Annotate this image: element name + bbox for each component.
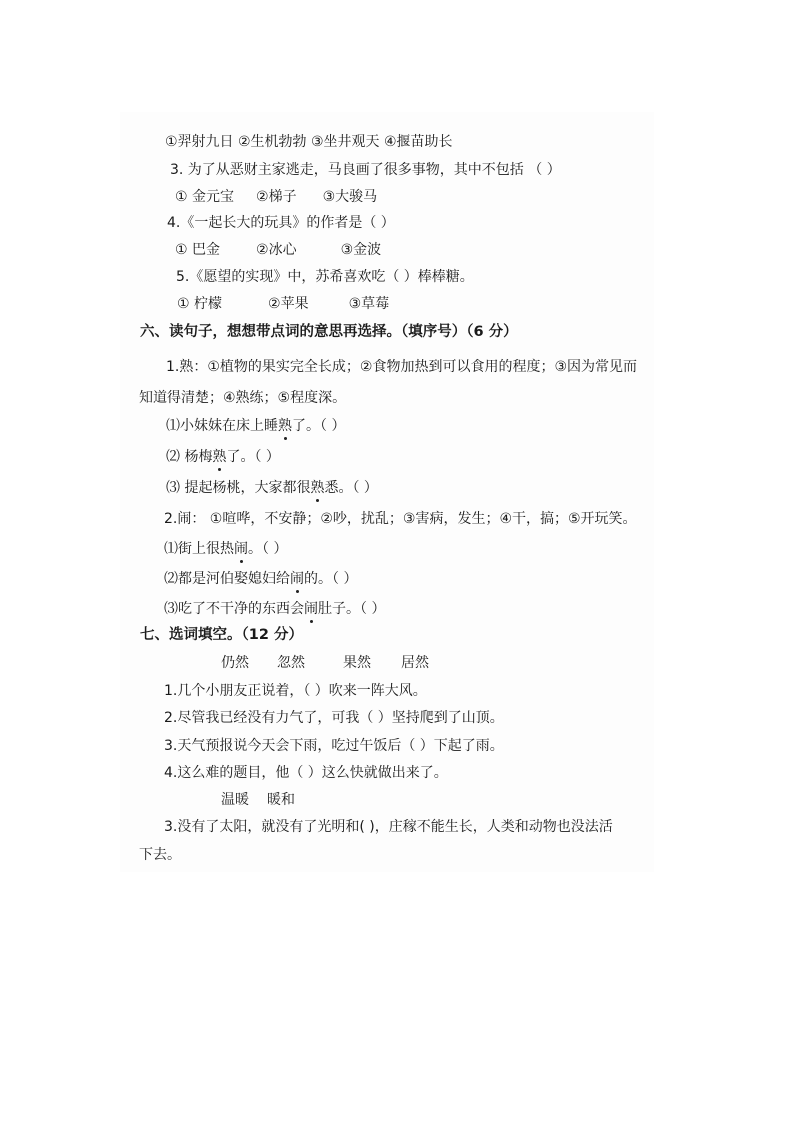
emphasis-dot-word: 闹 xyxy=(290,571,304,587)
definition-shu-line1: 1.熟：①植物的果实完全长成；②食物加热到可以食用的程度；③因为常见而 xyxy=(166,359,638,375)
sentence-6-1-3: ⑶ 提起杨桃，大家都很熟悉。（ ） xyxy=(166,480,378,496)
option: ③草莓 xyxy=(348,296,390,312)
question-5-3: 3. 为了从恶财主家逃走，马良画了很多事物，其中不包括 （ ） xyxy=(170,162,561,178)
idiom-options: ①羿射九日 ②生机勃勃 ③坐井观天 ④揠苗助长 xyxy=(165,134,453,150)
option: ③大骏马 xyxy=(322,189,378,205)
option: ②苹果 xyxy=(268,296,309,312)
option: ③金波 xyxy=(340,242,382,258)
word-bank-2 xyxy=(221,791,295,809)
question-5-4-options xyxy=(175,241,381,259)
fill-sentence-3: 3.天气预报说今天会下雨，吃过午饭后（ ）下起了雨。 xyxy=(164,738,504,754)
question-5-5-options xyxy=(177,295,389,313)
word-choice: 忽然 xyxy=(277,655,305,671)
sentence-6-2-1: ⑴街上很热闹。（ ） xyxy=(164,541,288,557)
word-choice: 居然 xyxy=(401,655,429,671)
option: ① 柠檬 xyxy=(177,296,223,312)
fill-sentence-5-line1: 3.没有了太阳，就没有了光明和( )，庄稼不能生长，人类和动物也没法活 xyxy=(164,819,613,835)
fill-sentence-1: 1.几个小朋友正说着，（ ）吹来一阵大风。 xyxy=(164,683,427,699)
fill-sentence-2: 2.尽管我已经没有力气了，可我（ ）坚持爬到了山顶。 xyxy=(164,710,504,726)
sentence-6-1-1: ⑴小妹妹在床上睡熟了。（ ） xyxy=(166,418,346,434)
word-choice: 暖和 xyxy=(267,792,295,808)
definition-nao: 2.闹： ①喧哗，不安静；②吵，扰乱；③害病，发生；④干，搞；⑤开玩笑。 xyxy=(164,511,637,527)
option: ②冰心 xyxy=(256,242,297,258)
section-7-heading: 七、选词填空。（12 分） xyxy=(140,627,303,643)
emphasis-dot-word: 熟 xyxy=(310,480,325,496)
emphasis-dot-word: 闹 xyxy=(304,601,318,617)
sentence-6-1-2: ⑵ 杨梅熟了。（ ） xyxy=(166,449,280,465)
word-choice: 果然 xyxy=(343,655,371,671)
emphasis-dot-word: 熟 xyxy=(212,449,227,465)
sentence-6-2-3: ⑶吃了不干净的东西会闹肚子。（ ） xyxy=(164,601,386,617)
word-bank-1 xyxy=(221,654,429,672)
definition-shu-line2: 知道得清楚；④熟练；⑤程度深。 xyxy=(139,390,347,406)
question-5-5: 5.《愿望的实现》中，苏希喜欢吃（ ）棒棒糖。 xyxy=(176,269,474,285)
emphasis-dot-word: 熟 xyxy=(278,418,292,434)
option: ① 巴金 xyxy=(175,242,221,258)
fill-sentence-5-line2: 下去。 xyxy=(139,847,181,863)
option: ① 金元宝 xyxy=(175,189,235,205)
option: ②梯子 xyxy=(256,189,297,205)
question-5-3-options xyxy=(175,188,377,206)
word-choice: 仍然 xyxy=(221,655,249,671)
section-6-heading: 六、读句子，想想带点词的意思再选择。（填序号）（6 分） xyxy=(140,324,518,340)
sentence-6-2-2: ⑵都是河伯娶媳妇给闹的。（ ） xyxy=(164,571,358,587)
emphasis-dot-word: 闹 xyxy=(234,541,248,557)
question-5-4: 4.《一起长大的玩具》的作者是（ ） xyxy=(167,215,395,231)
fill-sentence-4: 4.这么难的题目，他（ ）这么快就做出来了。 xyxy=(164,765,448,781)
word-choice: 温暖 xyxy=(221,792,249,808)
